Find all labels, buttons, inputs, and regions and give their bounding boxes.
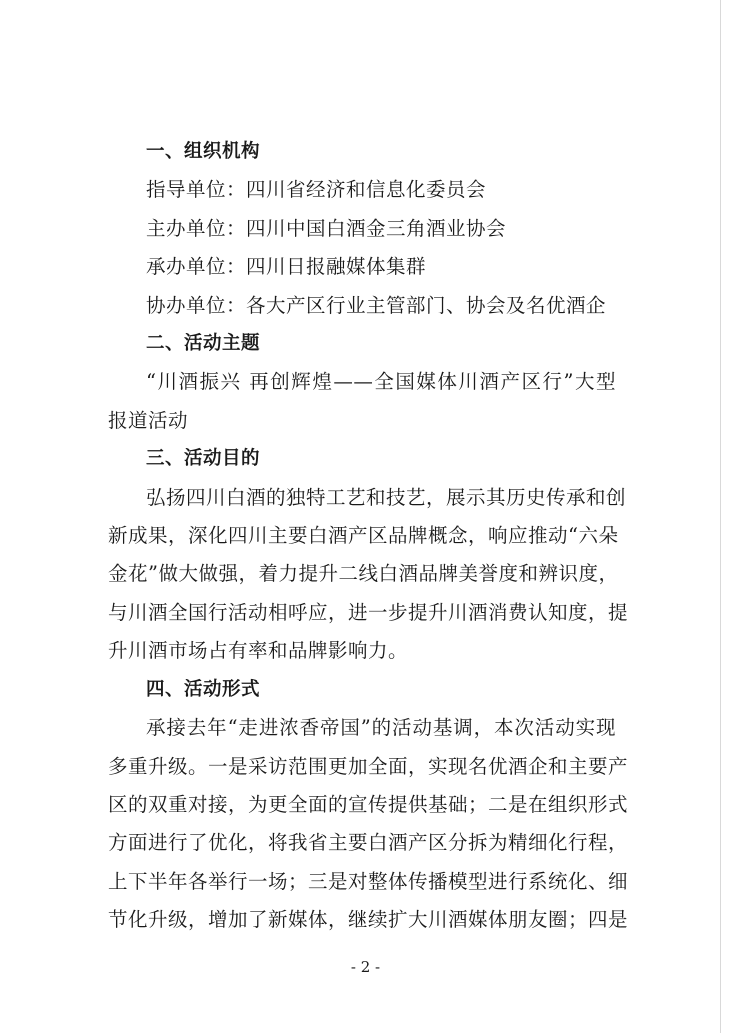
section-heading: 二、活动主题 — [146, 333, 261, 355]
paragraph-line: “川酒振兴 再创辉煌——全国媒体川酒产区行”大型 — [146, 370, 616, 394]
paragraph-line: 金花”做大做强，着力提升二线白酒品牌美誉度和辨识度， — [108, 562, 619, 586]
org-item: 指导单位：四川省经济和信息化委员会 — [146, 178, 487, 202]
paragraph-line: 上下半年各举行一场；三是对整体传播模型进行系统化、细 — [108, 869, 629, 893]
org-item: 承办单位：四川日报融媒体集群 — [146, 255, 427, 279]
paragraph-line: 升川酒市场占有率和品牌影响力。 — [108, 639, 409, 663]
paragraph — [108, 479, 629, 671]
paragraph-line: 多重升级。一是采访范围更加全面，实现名优酒企和主要产 — [108, 754, 629, 778]
paragraph-line: 与川酒全国行活动相呼应，进一步提升川酒消费认知度，提 — [108, 600, 629, 624]
document-body — [108, 133, 629, 940]
org-item: 主办单位：四川中国白酒金三角酒业协会 — [146, 216, 507, 240]
paragraph-line: 方面进行了优化，将我省主要白酒产区分拆为精细化行程， — [108, 831, 629, 855]
paragraph-line: 新成果，深化四川主要白酒产区品牌概念，响应推动“六朵 — [108, 524, 619, 548]
org-item: 协办单位：各大产区行业主管部门、协会及名优酒企 — [146, 293, 607, 317]
paragraph — [108, 709, 629, 939]
paragraph-line: 报道活动 — [108, 408, 189, 432]
paragraph-line: 承接去年“走进浓香帝国”的活动基调，本次活动实现 — [146, 716, 616, 740]
section-heading: 三、活动目的 — [146, 448, 261, 470]
paragraph — [108, 363, 616, 440]
paragraph-line: 弘扬四川白酒的独特工艺和技艺，展示其历史传承和创 — [146, 485, 627, 509]
section-heading: 一、组织机构 — [146, 141, 261, 162]
scan-edge-line — [720, 0, 721, 1033]
paragraph-line: 节化升级，增加了新媒体，继续扩大川酒媒体朋友圈；四是 — [108, 908, 629, 932]
section-heading: 四、活动形式 — [146, 678, 261, 700]
paragraph-line: 区的双重对接，为更全面的宣传提供基础；二是在组织形式 — [108, 792, 629, 816]
page-number: - 2 - — [350, 958, 381, 976]
